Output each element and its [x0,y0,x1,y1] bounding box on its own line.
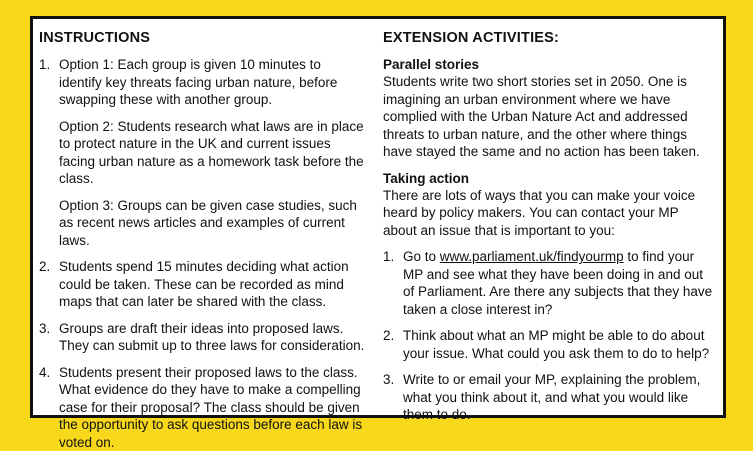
action-text: Write to or email your MP, explaining the problem, what you think about it, and what you would like them to do. [403,371,713,424]
taking-action-list [383,248,713,424]
action-text [403,248,713,318]
parallel-stories-text: Students write two short stories set in 2050. One is imagining an urban environment where we have complied with the Urban Nature Act and addressed threats to urban nature, and the other where things have stayed the same and no action has been taken. [383,73,713,161]
find-your-mp-link[interactable]: www.parliament.uk/findyourmp [440,249,624,264]
option-1-text: Option 1: Each group is given 10 minutes to identify key threats facing urban nature, before swapping these with another group. [59,56,367,109]
instruction-number: 3. [39,320,50,338]
option-3-text: Option 3: Groups can be given case studies, such as recent news articles and examples of current laws. [59,197,367,250]
instruction-text: Students spend 15 minutes deciding what action could be taken. These can be recorded as mind maps that can later be shared with the class. [59,258,367,311]
extension-column [383,29,713,424]
option-2-text: Option 2: Students research what laws are in place to protect nature in the UK and current issues facing urban nature as a homework task before the class. [59,118,367,188]
action-text-before: Go to [403,249,440,264]
action-item-1 [383,248,713,318]
section-spacer [383,161,713,170]
instruction-number: 1. [39,56,50,74]
instruction-item-1 [39,56,367,249]
instruction-item-3 [39,320,367,355]
instruction-text: Students present their proposed laws to the class. What evidence do they have to make a compelling case for their proposal? The class should be given the opportunity to ask questions before each law is voted on. [59,364,367,451]
action-number: 3. [383,371,394,389]
action-item-2 [383,327,713,362]
action-number: 1. [383,248,394,266]
action-text-after: to find your MP and see what they have been doing in and out of Parliament. Are there any subjects that they have taken a close interest in? [403,249,712,317]
extension-heading: EXTENSION ACTIVITIES: [383,29,713,47]
action-text: Think about what an MP might be able to do about your issue. What could you ask them to do to help? [403,327,713,362]
taking-action-title: Taking action [383,170,713,187]
action-item-3 [383,371,713,424]
taking-action-text: There are lots of ways that you can make your voice heard by policy makers. You can contact your MP about an issue that is important to you: [383,187,713,240]
action-number: 2. [383,327,394,345]
instruction-item-2 [39,258,367,311]
worksheet-card [30,16,726,418]
instructions-list [39,56,367,451]
instruction-item-4 [39,364,367,451]
instructions-heading: INSTRUCTIONS [39,29,367,47]
instruction-number: 4. [39,364,50,382]
instruction-number: 2. [39,258,50,276]
instructions-column [39,29,367,451]
instruction-text: Groups are draft their ideas into proposed laws. They can submit up to three laws for consideration. [59,320,367,355]
parallel-stories-title: Parallel stories [383,56,713,73]
